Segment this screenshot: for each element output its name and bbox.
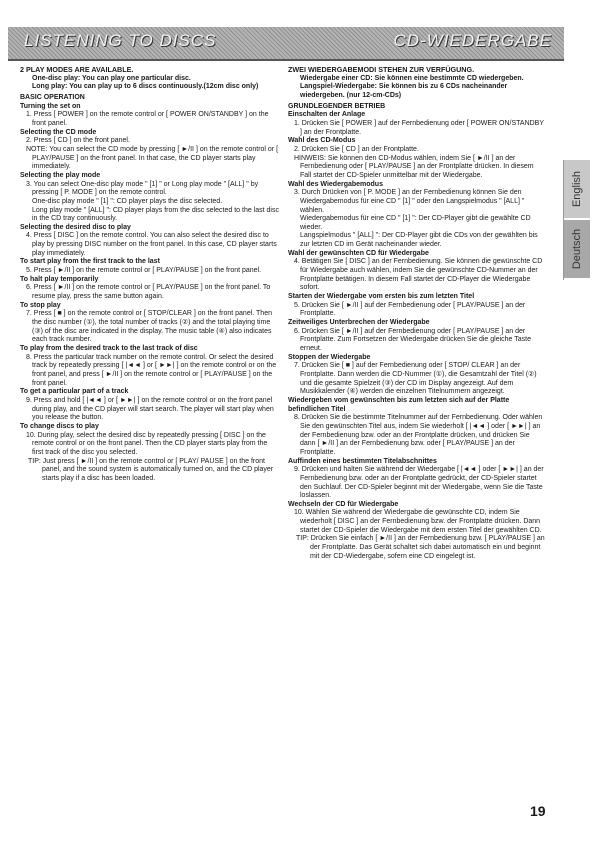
paragraph: 8. Press the particular track number on the remote control. Or select the desired track by repeatedly pressing [ |◄◄ ] or [ ►►| ] on the remote control or on the front panel, and press [ ►/II ] on the remote control or [ PLAY/PAUSE ] on the front panel. [26, 353, 277, 387]
paragraph: Langspielmodus " [ALL] ": Der CD-Player gibt die CDs von der gewählten bis zur letzten CD im Gerät nacheinander wieder. [300, 232, 538, 249]
section-heading: 2 PLAY MODES ARE AVAILABLE. [20, 65, 134, 74]
language-tabs [563, 160, 590, 280]
subheading: Zeitweiliges Unterbrechen der Wiedergabe [288, 319, 430, 327]
subheading: To change discs to play [20, 422, 99, 430]
subheading: Selecting the play mode [20, 171, 101, 179]
paragraph: NOTE: You can select the CD mode by pressing [ ►/II ] on the remote control or [ PLAY/PAUSE ] on the front panel. In that case, the CD player starts play immediately. [26, 145, 279, 171]
paragraph: 10. Wählen Sie während der Wiedergabe die gewünschte CD, indem Sie wiederholt [ DISC ] an der Fernbedienung bzw. der Frontplatte drücken. Dann startet der CD-Spieler die Wiedergabe mit dem ersten Titel der gewählten CD. [294, 509, 542, 534]
paragraph: Wiedergabe einer CD: Sie können eine bestimmte CD wiedergeben. [300, 74, 524, 82]
paragraph: 10. During play, select the desired disc by repeatedly pressing [ DISC ] on the remote control or on the front panel. Then the CD player starts play from the first track of the disc you selected. [26, 431, 268, 456]
paragraph: 1. Press [ POWER ] on the remote control or [ POWER ON/STANDBY ] on the front panel. [26, 111, 269, 127]
tip-paragraph: TIP: Just press [ ►/II ] on the remote control or [ PLAY/ PAUSE ] on the front panel, and the sound system is automatically turned on, and the CD player starts play if a disc has been loaded. [28, 457, 274, 482]
section-heading: ZWEI WIEDERGABEMODI STEHEN ZUR VERFÜGUNG. [288, 65, 475, 74]
subheading: To start play from the first track to the last [20, 258, 160, 266]
paragraph: 5. Drücken Sie [ ►/II ] auf der Fernbedienung oder [ PLAY/PAUSE ] an der Frontplatte. [294, 301, 526, 318]
paragraph: Long play mode " [ALL] ": CD player plays from the disc selected to the last disc in the CD tray continuously. [32, 206, 279, 223]
subheading: Auffinden eines bestimmten Titelabschnittes [288, 457, 437, 465]
section-heading: BASIC OPERATION [20, 93, 85, 101]
paragraph: 7. Press [ ■ ] on the remote control or [ STOP/CLEAR ] on the front panel. Then the disc number (①), the total number of tracks (②) and the total playing time (③) of the disc are indicated in the display. The music table (④) also indicates each track number. [26, 310, 272, 344]
subheading: Starten der Wiedergabe vom ersten bis zum letzten Titel [288, 293, 475, 301]
paragraph: 3. You can select One-disc play mode " [1] " or Long play mode " [ALL] " by pressing [ P. MODE ] on the remote control. [26, 180, 259, 197]
paragraph: Wiedergabemodus für eine CD " [1] ": Der CD-Player gibt die gewählte CD wieder. [300, 215, 531, 231]
page-header-banner [8, 27, 564, 61]
paragraph: One-disc play: You can play one particular disc. [32, 74, 191, 82]
paragraph: 4. Press [ DISC ] on the remote control. You can also select the desired disc to play by pressing DISC number on the front panel. In this case, CD player starts play immediately. [26, 232, 277, 257]
header-title-german: CD-WIEDERGABE [393, 31, 552, 50]
subheading: To get a particular part of a track [20, 388, 129, 396]
paragraph: One-disc play mode " [1] ": CD player plays the disc selected. [32, 197, 223, 205]
language-tab-label: Deutsch [571, 228, 584, 270]
paragraph: 3. Durch Drücken von [ P. MODE ] an der Fernbedienung können Sie den Wiedergabemodus für eine CD " [1] " oder den Langspielmodus " [ALL] " wählen. [294, 189, 525, 214]
language-tab-english [564, 160, 590, 218]
paragraph: 2. Drücken Sie [ CD ] an der Frontplatte. [294, 145, 419, 153]
paragraph: 7. Drücken Sie [ ■ ] auf der Fernbedienung oder [ STOP/ CLEAR ] an der Frontplatte. Dann werden die CD-Nummer (①), die Gesamtzahl der Titel (②) und die gesamte Spielzeit (③) der CD im Display angezeigt. Auf dem Musikkalender (④) werden die einzelnen Titelnummern angezeigt. [294, 362, 537, 396]
paragraph: 8. Drücken Sie die bestimmte Titelnummer auf der Fernbedienung. Oder wählen Sie den gewünschten Titel aus, indem Sie wiederholt [ |◄◄ ] oder [ ►►| ] an der Fernbedienung bzw. oder an der Frontplatte drücken, und drücken Sie dann [ ►/II ] an der Fernbedienung bzw. oder [ PLAY/PAUSE ] an der Frontplatte. [294, 414, 543, 456]
language-tab-deutsch [564, 220, 590, 278]
subheading: To play from the desired track to the last track of disc [20, 345, 198, 352]
subheading: To halt play temporarily [20, 275, 99, 283]
paragraph: 1. Drücken Sie [ POWER ] auf der Fernbedienung oder [ POWER ON/STANDBY ] an der Frontplatte. [294, 119, 544, 136]
paragraph: Langspiel-Wiedergabe: Sie können bis zu 6 CDs nacheinander wiedergeben. (nur 12-cm-CDs) [300, 83, 508, 99]
english-column [20, 66, 280, 484]
paragraph: 2. Press [ CD ] on the front panel. [26, 137, 130, 145]
paragraph: 6. Drücken Sie [ ►/II ] auf der Fernbedienung oder [ PLAY/PAUSE ] an der Frontplatte. Zum Fortsetzen der Wiedergabe drücken Sie die gleiche Taste erneut. [294, 327, 531, 352]
paragraph: HINWEIS: Sie können den CD-Modus wählen, indem Sie [ ►/II ] an der Fernbedienung oder [ PLAY/PAUSE ] an der Frontplatte drücken. In diesem Fall startet der CD-Spieler unmittelbar mit der Wiedergabe. [294, 154, 534, 179]
header-title-english: LISTENING TO DISCS [24, 31, 217, 50]
paragraph: 9. Drücken und halten Sie während der Wiedergabe [ |◄◄ ] oder [ ►►| ] an der Fernbedienung bzw. oder an der Frontplatte gedrückt, der CD-Spieler startet den Suchlauf. Der CD-Spieler beginnt mit der Wiedergabe, wenn Sie die Taste loslassen. [294, 466, 544, 500]
page-number: 19 [530, 803, 546, 819]
tip-paragraph: TIP: Drücken Sie einfach [ ►/II ] an der Fernbedienung bzw. [ PLAY/PAUSE ] an der Frontplatte. Das Gerät schaltet sich dabei automatisch ein und beginnt mit der CD-Wiedergabe, sofern eine CD eingelegt ist. [296, 535, 545, 560]
subheading: Stoppen der Wiedergabe [288, 353, 371, 361]
subheading: Wahl des CD-Modus [288, 137, 356, 145]
subheading: Selecting the CD mode [20, 128, 97, 136]
subheading: To stop play [20, 301, 61, 309]
subheading: Turning the set on [20, 102, 81, 110]
subheading: Wahl des Wiedergabemodus [288, 180, 383, 188]
paragraph: Long play: You can play up to 6 discs continuously.(12cm disc only) [32, 83, 259, 91]
subheading: Wahl der gewünschten CD für Wiedergabe [288, 249, 429, 257]
paragraph: 9. Press and hold [ |◄◄ ] or [ ►►| ] on the remote control or on the front panel during play, and the CD player will start search. The player will start play when you release the button. [26, 396, 274, 422]
paragraph: 6. Press [ ►/II ] on the remote control or [ PLAY/PAUSE ] on the front panel. To resume play, press the same button again. [26, 284, 271, 301]
subheading: Selecting the desired disc to play [20, 223, 131, 231]
subheading: Einschalten der Anlage [288, 111, 366, 119]
section-heading: GRUNDLEGENDER BETRIEB [288, 102, 386, 110]
paragraph: 4. Betätigen Sie [ DISC ] an der Fernbedienung. Sie können die gewünschte CD für Wiedergabe auch wählen, indem Sie die gewünschte CD-Nummer an der Frontplatte betätigen. In diesem Fall startet der CD-Player die Wiedergabe sofort. [294, 258, 543, 292]
subheading: Wechseln der CD für Wiedergabe [288, 500, 399, 508]
subheading: Wiedergeben vom gewünschten bis zum letzten sich auf der Platte befindlichen Titel [288, 396, 510, 413]
german-column [288, 66, 546, 561]
paragraph: 5. Press [ ►/II ] on the remote control or [ PLAY/PAUSE ] on the front panel. [26, 267, 262, 275]
language-tab-label: English [571, 170, 584, 208]
